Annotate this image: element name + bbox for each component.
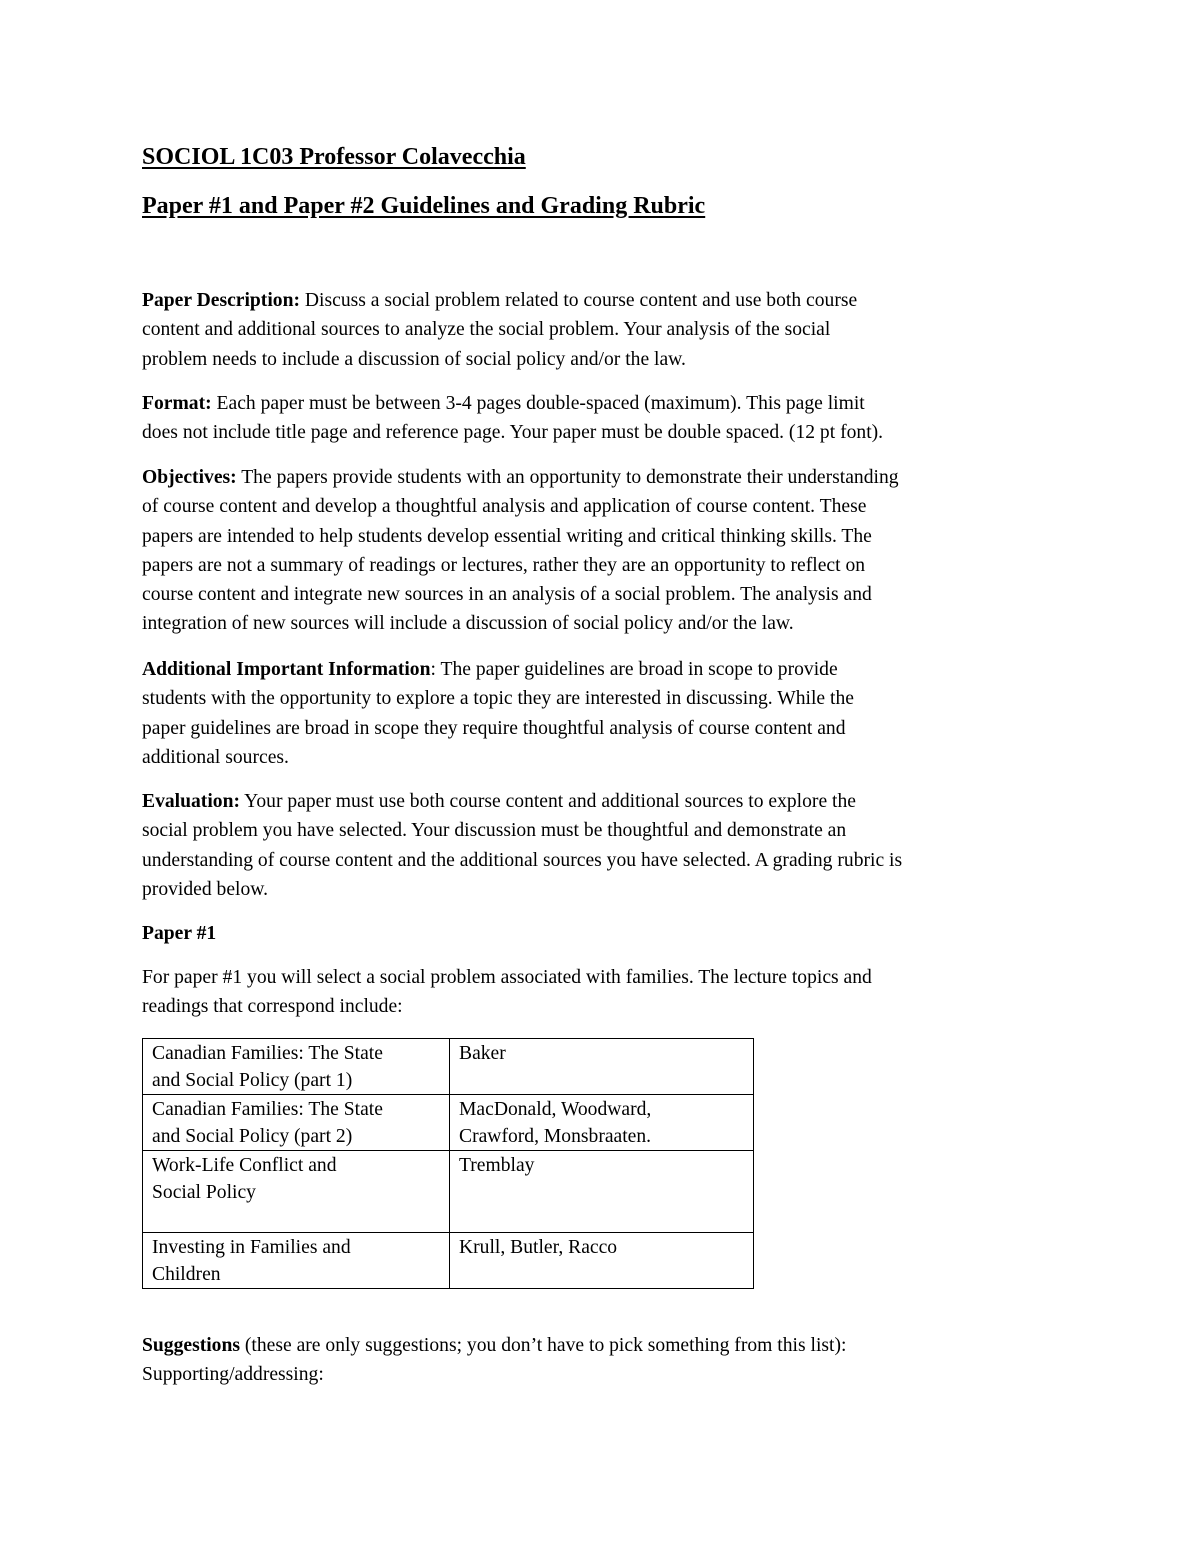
readings-cell: Tremblay <box>450 1151 754 1233</box>
suggestions-line-1: Suggestions (these are only suggestions; you don’t have to pick something from this list): <box>142 1335 847 1356</box>
additional-info-line-3: paper guidelines are broad in scope they require thoughtful analysis of course content and <box>142 717 846 739</box>
additional-info-paragraph <box>142 655 1072 772</box>
objectives-line-6: integration of new sources will include a discussion of social policy and/or the law. <box>142 613 794 635</box>
additional-info-line-4: additional sources. <box>142 746 289 768</box>
objectives-paragraph <box>142 463 1072 639</box>
suggestions-label: Suggestions <box>142 1335 240 1356</box>
objectives-label: Objectives: <box>142 467 237 488</box>
lecture-topic-cell: Canadian Families: The State and Social Policy (part 2) <box>143 1095 450 1151</box>
evaluation-line-4: provided below. <box>142 878 269 900</box>
additional-info-line-2: students with the opportunity to explore a topic they are interested in discussing. While the <box>142 688 854 710</box>
lecture-topic-cell: Work-Life Conflict and Social Policy <box>143 1151 450 1233</box>
paper-description-label: Paper Description: <box>142 290 300 311</box>
evaluation-line-3: understanding of course content and the additional sources you have selected. A grading rubric is <box>142 849 903 871</box>
paper-1-intro-paragraph <box>142 963 1072 1022</box>
paper-1-intro-line-1: For paper #1 you will select a social problem associated with families. The lecture topics and <box>142 967 872 988</box>
objectives-line-1: Objectives: The papers provide students with an opportunity to demonstrate their understanding <box>142 467 899 488</box>
paper-description-line-3: problem needs to include a discussion of social policy and/or the law. <box>142 348 686 370</box>
format-label: Format: <box>142 393 212 414</box>
evaluation-paragraph <box>142 787 1072 904</box>
readings-cell: Baker <box>450 1039 754 1095</box>
evaluation-line-2: social problem you have selected. Your discussion must be thoughtful and demonstrate an <box>142 820 847 842</box>
document-title: Paper #1 and Paper #2 Guidelines and Grading Rubric <box>142 193 706 219</box>
paper-description-line-1: Paper Description: Discuss a social problem related to course content and use both course <box>142 290 858 311</box>
paper-description-paragraph <box>142 286 1072 374</box>
table-row <box>143 1095 754 1151</box>
paper-1-heading: Paper #1 <box>142 923 217 944</box>
suggestions-paragraph <box>142 1331 1072 1390</box>
evaluation-label: Evaluation: <box>142 791 240 812</box>
evaluation-line-1: Evaluation: Your paper must use both course content and additional sources to explore the <box>142 791 856 812</box>
additional-info-label: Additional Important Information <box>142 659 431 680</box>
format-line-2: does not include title page and reference page. Your paper must be double spaced. (12 pt font). <box>142 422 884 444</box>
paper-1-intro-line-2: readings that correspond include: <box>142 996 403 1018</box>
suggestions-line-2: Supporting/addressing: <box>142 1364 324 1386</box>
readings-cell: MacDonald, Woodward, Crawford, Monsbraaten. <box>450 1095 754 1151</box>
lecture-topic-cell: Canadian Families: The State and Social Policy (part 1) <box>143 1039 450 1095</box>
table-row <box>143 1039 754 1095</box>
format-line-1: Format: Each paper must be between 3-4 pages double-spaced (maximum). This page limit <box>142 393 865 414</box>
paper-description-line-2: content and additional sources to analyze the social problem. Your analysis of the social <box>142 319 831 341</box>
objectives-line-4: papers are not a summary of readings or lectures, rather they are an opportunity to reflect on <box>142 554 866 576</box>
readings-table <box>142 1038 754 1289</box>
table-row <box>143 1233 754 1289</box>
lecture-topic-cell: Investing in Families and Children <box>143 1233 450 1289</box>
table-row <box>143 1151 754 1233</box>
objectives-line-3: papers are intended to help students develop essential writing and critical thinking skills. The <box>142 525 872 547</box>
course-title: SOCIOL 1C03 Professor Colavecchia <box>142 144 526 170</box>
readings-cell: Krull, Butler, Racco <box>450 1233 754 1289</box>
objectives-line-2: of course content and develop a thoughtful analysis and application of course content. These <box>142 496 867 518</box>
objectives-line-5: course content and integrate new sources in an analysis of a social problem. The analysis and <box>142 584 872 606</box>
format-paragraph <box>142 389 1072 448</box>
additional-info-line-1: Additional Important Information: The paper guidelines are broad in scope to provide <box>142 659 838 680</box>
